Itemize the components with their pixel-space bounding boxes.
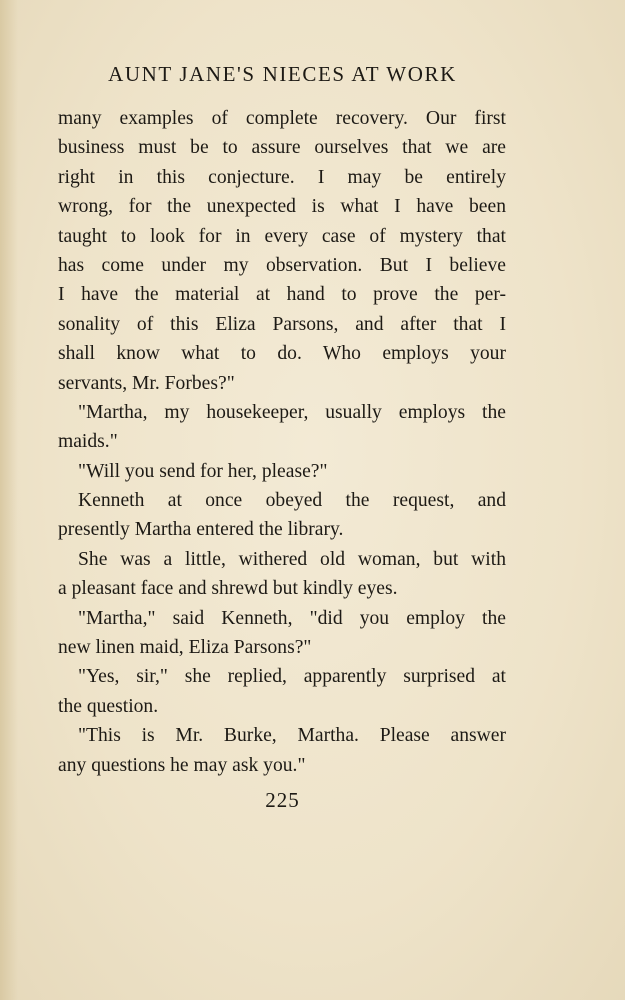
text-line: "Martha," said Kenneth, "did you employ the [78,607,506,629]
text-line: the question. [58,695,159,717]
text-line: Kenneth at once obeyed the request, and [78,490,506,512]
text-line: "Martha, my housekeeper, usually employs the [78,401,506,423]
body-text [58,104,506,780]
text-line: many examples of complete recovery. Our first [58,108,506,129]
text-line: She was a little, withered old woman, but with [78,548,506,570]
text-line: sonality of this Eliza Parsons, and after that I [58,313,506,335]
page-number: 225 [265,788,300,812]
text-line: "This is Mr. Burke, Martha. Please answer [78,725,506,747]
text-line: I have the material at hand to prove the per- [58,284,506,306]
text-line: "Will you send for her, please?" [78,460,328,482]
text-line: presently Martha entered the library. [58,519,344,541]
text-line: "Yes, sir," she replied, apparently surprised at [78,666,506,688]
text-line: any questions he may ask you." [58,754,306,776]
text-line: new linen maid, Eliza Parsons?" [58,637,312,659]
text-line: has come under my observation. But I believe [58,254,506,276]
text-line: wrong, for the unexpected is what I have been [58,196,506,218]
text-line: right in this conjecture. I may be entirely [58,166,506,188]
text-line: shall know what to do. Who employs your [58,343,506,365]
text-line: maids." [58,431,118,453]
running-head: AUNT JANE'S NIECES AT WORK [108,62,457,86]
text-line: servants, Mr. Forbes?" [58,372,235,394]
text-line: business must be to assure ourselves that we are [58,137,506,159]
text-line: a pleasant face and shrewd but kindly eyes. [58,578,398,600]
text-line: taught to look for in every case of mystery that [58,225,506,247]
page-edge-shadow [0,0,18,1000]
